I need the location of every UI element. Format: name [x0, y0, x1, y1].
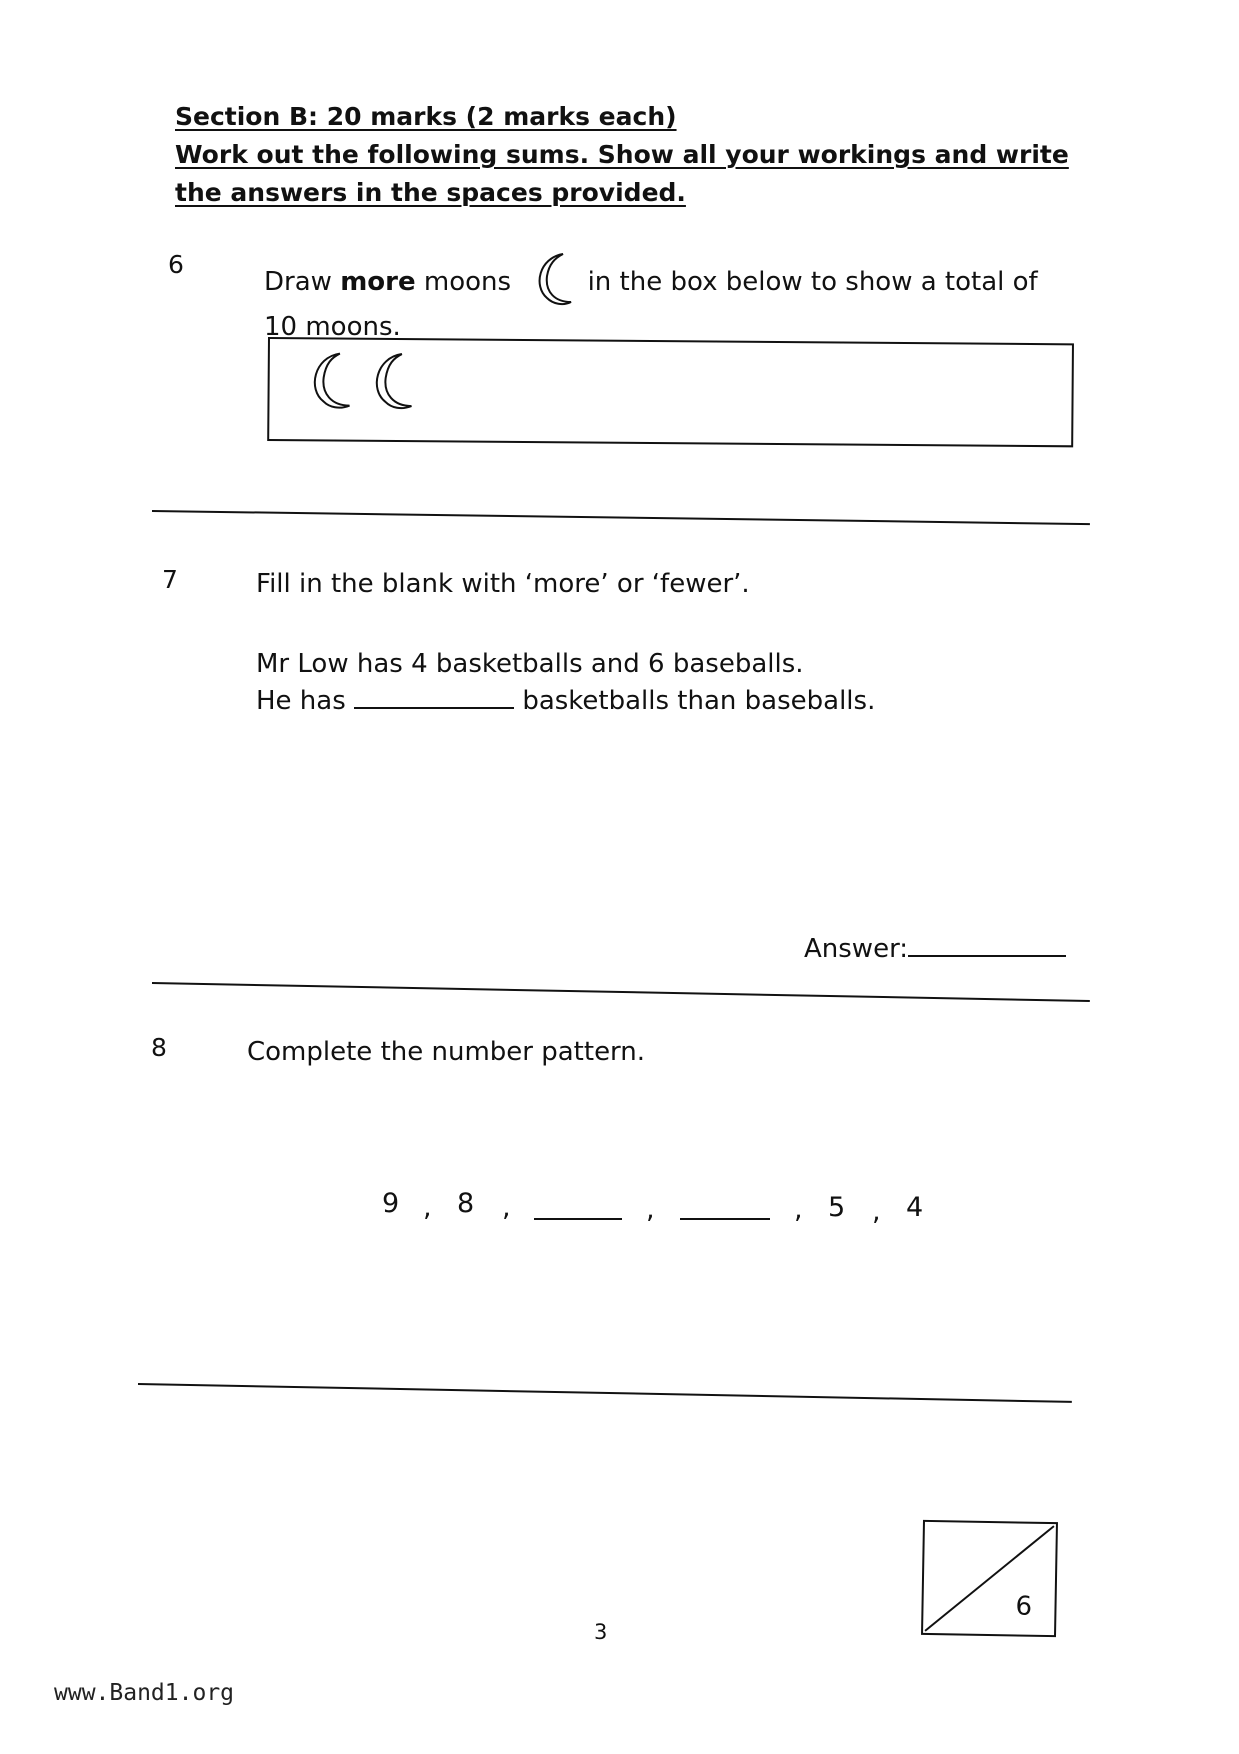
q6-text-part2: moons: [423, 267, 512, 297]
page-number: 3: [594, 1620, 608, 1644]
q7-line2-start: He has: [256, 686, 346, 716]
q6-text-bold: more: [340, 267, 416, 297]
question-7-instruction: Fill in the blank with ‘more’ or ‘fewer’.: [256, 569, 750, 599]
section-header: [175, 98, 1095, 212]
pattern-number: 4: [906, 1192, 924, 1223]
score-total: 6: [1015, 1591, 1033, 1622]
section-title: Section B: 20 marks (2 marks each): [175, 102, 677, 131]
question-6-text: [264, 250, 1064, 346]
q7-fill-blank[interactable]: [354, 685, 514, 709]
crescent-moon-icon: [361, 350, 413, 412]
pattern-comma: ,: [502, 1192, 511, 1223]
crescent-moon-icon: [525, 250, 573, 308]
pattern-number: 8: [457, 1188, 475, 1219]
pattern-comma: ,: [872, 1196, 881, 1227]
divider-rule: [152, 982, 1090, 1002]
pattern-comma: ,: [646, 1194, 655, 1225]
pattern-comma: ,: [423, 1192, 432, 1223]
crescent-moon-icon: [299, 349, 351, 411]
instruction-line-2: the answers in the spaces provided.: [175, 178, 686, 207]
question-8-number: 8: [151, 1033, 167, 1062]
q6-text-part1: Draw: [264, 267, 332, 297]
question-7-line1: Mr Low has 4 basketballs and 6 baseballs.: [256, 649, 804, 679]
moon-drawing-box[interactable]: [267, 337, 1074, 447]
q6-text-part3: in the box below to show a total of: [587, 267, 1038, 297]
pattern-comma: ,: [794, 1194, 803, 1225]
instruction-line-1: Work out the following sums. Show all your workings and write: [175, 140, 1069, 169]
q6-text-line2: 10 moons.: [264, 312, 401, 342]
question-6-number: 6: [168, 250, 184, 279]
pattern-blank[interactable]: [534, 1196, 622, 1220]
answer-label: Answer:: [804, 934, 909, 964]
pattern-blank[interactable]: [680, 1196, 770, 1220]
question-8-instruction: Complete the number pattern.: [247, 1037, 646, 1067]
divider-rule: [138, 1383, 1072, 1403]
question-7-number: 7: [162, 565, 178, 594]
score-diagonal: [923, 1522, 1056, 1635]
answer-blank[interactable]: [908, 933, 1066, 957]
question-7-line2: [256, 682, 875, 720]
q7-line2-end: basketballs than baseballs.: [522, 686, 876, 716]
divider-rule: [152, 510, 1090, 525]
score-box: [921, 1520, 1058, 1637]
pattern-number: 9: [382, 1188, 400, 1219]
pattern-number: 5: [828, 1192, 846, 1223]
footer-url: www.Band1.org: [54, 1680, 235, 1706]
question-7-answer: [804, 930, 1066, 968]
